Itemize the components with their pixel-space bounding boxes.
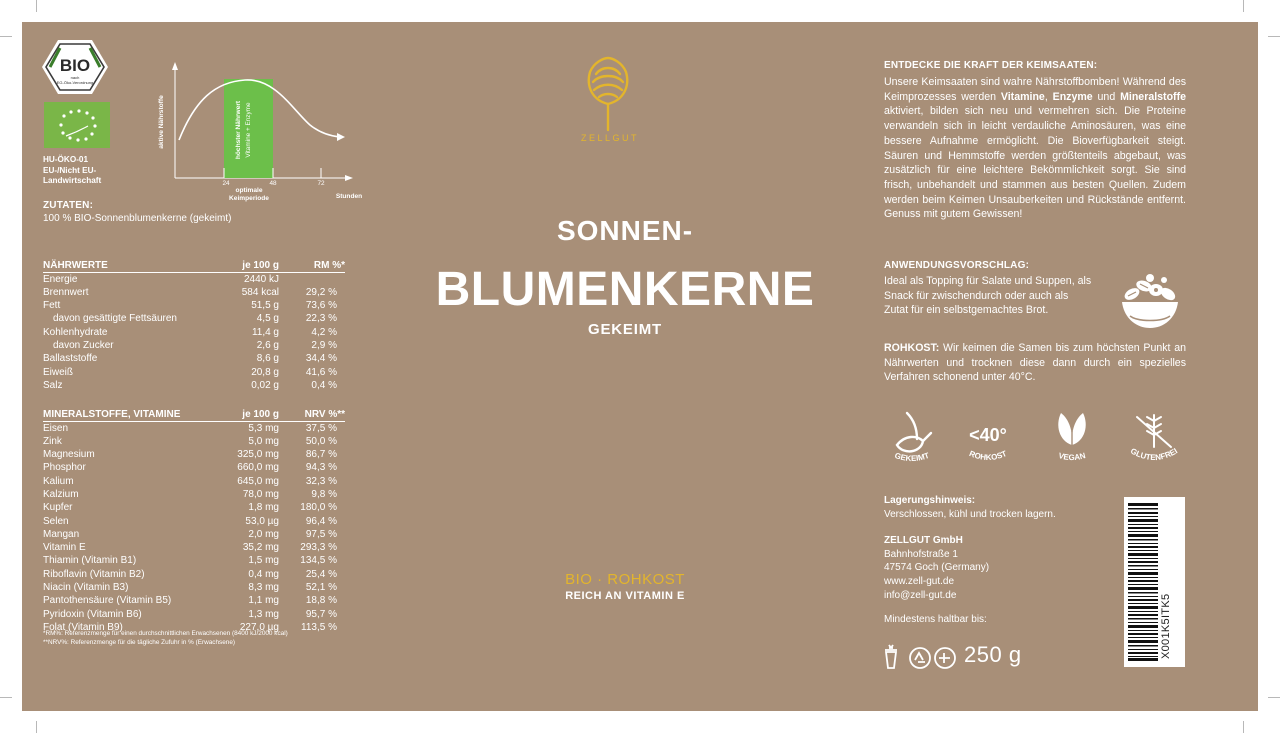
table-cell-name: Eiweiß (43, 366, 74, 378)
y-axis-label: aktive Nährstoffe (158, 95, 165, 149)
table-row (43, 501, 345, 514)
table-cell-name: Fett (43, 300, 61, 312)
table-cell-value: 584 kcal (241, 286, 279, 298)
table-row (43, 286, 345, 299)
table-header: NÄHRWERTE (43, 257, 193, 272)
table-cell-value: 5,3 mg (248, 422, 279, 434)
table-row (43, 326, 345, 339)
badge-label-gekeimt: GEKEIMT (893, 450, 931, 464)
table-cell-name: Folat (Vitamin B9) (43, 621, 123, 633)
table-row (43, 528, 345, 541)
best-before-label: Mindestens haltbar bis: (884, 614, 987, 625)
table-row (43, 475, 345, 488)
mineral-body (43, 421, 345, 634)
table-cell-value: 51,5 g (251, 300, 279, 312)
keyword-vitamine: Vitamine (1000, 90, 1045, 103)
footnotes (43, 629, 288, 647)
entdecke-text: und (1092, 90, 1121, 103)
crop-mark (1243, 0, 1244, 12)
tick-label: 48 (269, 180, 277, 187)
highlight-sublabel: Vitamine + Enzyme (245, 102, 252, 158)
table-cell-value: 1,1 mg (248, 595, 279, 607)
table-cell-value: 8,6 g (256, 353, 279, 365)
crop-mark (1268, 697, 1280, 698)
table-cell-name: Selen (43, 515, 69, 527)
table-cell-value: 8,3 mg (248, 582, 279, 594)
table-cell-pct: 18,8 % (305, 595, 337, 607)
table-row (43, 568, 345, 581)
product-title-line1: SONNEN- (556, 215, 694, 246)
table-cell-value: 2440 kJ (243, 273, 279, 285)
brand-name: ZELLGUT (580, 133, 639, 143)
table-row (43, 554, 345, 567)
company-address (884, 534, 989, 603)
barcode-number: X001K5ITK5 (1160, 593, 1172, 659)
crop-mark (1268, 36, 1280, 37)
table-cell-name: Ballaststoffe (43, 353, 98, 365)
table-cell-value: 53,0 µg (245, 515, 279, 527)
naehrwerte-body (43, 272, 345, 392)
table-cell-pct: 134,5 % (300, 555, 337, 567)
table-cell-pct: 113,5 % (301, 621, 337, 633)
rohkost-label: ROHKOST: (884, 342, 940, 354)
table-cell-name: Kalium (43, 475, 74, 487)
entdecke-text: , (1044, 90, 1048, 103)
sprout-badge-icon (877, 405, 947, 475)
cert-line: HU-ÖKO-01 (43, 155, 89, 164)
table-cell-name: Kalzium (43, 488, 79, 500)
eu-organic-leaf-icon (44, 102, 110, 152)
svg-text:BIO: BIO (59, 56, 91, 75)
table-cell-pct: 4,2 % (311, 326, 337, 338)
table-row (43, 339, 345, 352)
recycling-icons (883, 644, 959, 670)
email-link[interactable]: info@zell-gut.de (884, 589, 957, 601)
table-cell-name: Phosphor (43, 462, 86, 474)
table-cell-name: Pyridoxin (Vitamin B6) (43, 608, 142, 620)
table-header: NRV %** (279, 406, 345, 421)
gluten-free-icon (1119, 405, 1189, 475)
table-row (43, 299, 345, 312)
table-cell-value: 645,0 mg (237, 475, 279, 487)
vitamin-claim: REICH AN VITAMIN E (565, 590, 685, 602)
zutaten-title: ZUTATEN: (43, 200, 94, 211)
table-cell-pct (279, 272, 345, 286)
svg-text:ROHKOST (968, 449, 1008, 462)
mineral-table (43, 406, 345, 634)
period-label: Keimperiode (229, 195, 269, 202)
cert-line: Landwirtschaft (43, 176, 102, 185)
table-row (43, 448, 345, 461)
crop-mark (0, 36, 12, 37)
table-cell-pct: 293,3 % (300, 542, 337, 554)
table-cell-name: Energie (43, 273, 78, 285)
table-cell-pct: 94,3 % (305, 462, 337, 474)
table-row (43, 608, 345, 621)
footnote: **NRV%: Referenzmenge für die tägliche Zufuhr in % (Erwachsene) (43, 639, 236, 646)
table-cell-value: 2,0 mg (248, 528, 279, 540)
table-cell-pct: 0,4 % (311, 379, 337, 391)
table-row (43, 488, 345, 501)
svg-text:EG-Öko-Verordnung: EG-Öko-Verordnung (56, 80, 94, 85)
table-cell-name: davon gesättigte Fettsäuren (53, 313, 177, 325)
table-cell-value: 5,0 mg (248, 435, 279, 447)
table-header-row (43, 257, 345, 272)
anwendung-text: Ideal als Topping für Salate und Suppen, als Snack für zwischendurch oder auch als Zutat für ein selbstgemachtes Brot. (884, 275, 1092, 317)
zutaten-text: 100 % BIO-Sonnenblumenkerne (gekeimt) (43, 213, 232, 224)
entdecke-body (884, 75, 1186, 222)
table-cell-name: Magnesium (43, 449, 95, 461)
table-cell-value: 660,0 mg (237, 462, 279, 474)
crop-mark (0, 697, 12, 698)
table-cell-name: Kupfer (43, 502, 73, 514)
table-cell-pct: 37,5 % (305, 422, 337, 434)
table-cell-name: Salz (43, 379, 63, 391)
table-cell-pct: 32,3 % (305, 475, 337, 487)
entdecke-title: ENTDECKE DIE KRAFT DER KEIMSAATEN: (884, 60, 1098, 71)
zellgut-leaf-icon (582, 56, 634, 134)
table-header: je 100 g (193, 406, 279, 421)
address-street: Bahnhofstraße 1 (884, 548, 958, 560)
table-cell-value: 227,0 µg (239, 621, 279, 633)
table-cell-pct: 52,1 % (305, 582, 337, 594)
entdecke-text: Unsere Keimsaaten sind wahre Nährstoffbomben! (884, 76, 1120, 88)
table-row (43, 379, 345, 392)
table-header: MINERALSTOFFE, VITAMINE (43, 406, 193, 421)
table-cell-pct: 22,3 % (305, 313, 337, 325)
table-cell-value: 1,3 mg (248, 608, 279, 620)
table-row (43, 435, 345, 448)
naehrwerte-table (43, 257, 345, 392)
storage-title: Lagerungshinweis: (884, 495, 976, 506)
x-axis-label: Stunden (335, 193, 363, 200)
badge-label-rohkost: ROHKOST (967, 449, 1009, 463)
crop-mark (36, 0, 37, 12)
bio-seal-icon (40, 38, 110, 96)
table-cell-value: 11,4 g (251, 326, 279, 338)
footnote: *RM%: Referenzmenge für einen durchschnittlichen Erwachsenen (8400 kJ/2000 kcal) (43, 630, 288, 637)
table-header: je 100 g (193, 257, 279, 272)
table-row (43, 594, 345, 607)
net-weight: 250 g (964, 642, 1022, 667)
keyword-enzyme: Enzyme (1052, 90, 1093, 103)
svg-text:GEKEIMT (894, 451, 931, 463)
barcode-icon (1128, 503, 1158, 661)
table-cell-pct: 9,8 % (311, 488, 337, 500)
table-cell-value: 325,0 mg (237, 449, 279, 461)
product-title-line2: BLUMENKERNE (435, 263, 815, 316)
table-cell-value: 35,2 mg (242, 542, 279, 554)
entdecke-text: aktiviert, bilden sich neu und vermehren sich. Die Proteine verwandeln sich in leicht verdauliche Aminosäuren, was eine bessere Aufnahme ermöglicht. Die Bioverfügbarkeit steigt. Säuren und Hemmstoffe werden größtenteils abgebaut, was zusätzlich für eine leichtere Bekömmlichkeit sorgt. Sie sind frisch, unbehandelt und stammen aus besten Quellen. Zudem werden beim Keimen Unsauberkeiten und Rückstände entfernt. Genuss mit gutem Gewissen! (884, 105, 1186, 221)
table-cell-name: Riboflavin (Vitamin B2) (43, 568, 145, 580)
table-cell-name: Eisen (43, 422, 69, 434)
cert-line: EU-/Nicht EU- (43, 165, 97, 175)
rohkost-body: Wir keimen die Samen bis zum höchsten Punkt an Nährwerten und trocknen diese dann durch ein spezielles Verfahren schonend unter 40°C. (884, 342, 1186, 384)
table-cell-name: Niacin (Vitamin B3) (43, 582, 129, 594)
table-row (43, 352, 345, 365)
svg-text:GLUTENFREI (1129, 446, 1179, 462)
highlight-label: höchster Nährwert (235, 100, 242, 160)
table-cell-value: 0,4 mg (248, 568, 279, 580)
table-cell-pct: 95,7 % (305, 608, 337, 620)
company-name: ZELLGUT GmbH (884, 535, 963, 546)
table-cell-pct: 29,2 % (305, 286, 337, 298)
table-cell-name: Kohlenhydrate (43, 326, 108, 338)
entdecke-text: Während des Keimprozesses werden (884, 76, 1187, 103)
table-row (43, 366, 345, 379)
table-row (43, 461, 345, 474)
vegan-leaf-icon (1037, 405, 1107, 475)
nutrient-graph (135, 40, 363, 202)
svg-text:nach: nach (70, 75, 80, 80)
crop-mark (1243, 721, 1244, 733)
badge-label-vegan: VEGAN (1057, 451, 1087, 463)
table-cell-name: Pantothensäure (Vitamin B5) (43, 595, 172, 607)
crop-mark (36, 721, 37, 733)
table-row (43, 581, 345, 594)
table-cell-name: Vitamin E (43, 542, 86, 554)
svg-text:VEGAN (1057, 451, 1086, 462)
temperature-value: <40° (969, 425, 1007, 445)
table-cell-value: 78,0 mg (242, 488, 279, 500)
recycle-icon (910, 648, 930, 668)
table-cell-name: davon Zucker (53, 339, 114, 351)
x-axis-arrow-icon (345, 175, 353, 181)
anwendung-title: ANWENDUNGSVORSCHLAG: (884, 260, 1030, 271)
table-cell-value: 20,8 g (251, 366, 279, 378)
table-cell-pct: 96,4 % (305, 515, 337, 527)
tick-label: 72 (317, 180, 325, 187)
table-cell-pct: 73,6 % (305, 300, 337, 312)
table-row (43, 272, 345, 286)
table-cell-name: Thiamin (Vitamin B1) (43, 555, 137, 567)
temperature-badge (953, 405, 1023, 475)
bio-rohkost-line: BIO · ROHKOST (565, 571, 685, 588)
table-cell-pct: 2,9 % (311, 339, 337, 351)
salad-bowl-icon (1116, 270, 1184, 332)
period-label: optimale (235, 187, 263, 194)
tick-label: 24 (222, 180, 230, 187)
keyword-mineralstoffe: Mineralstoffe (1120, 90, 1186, 103)
trash-bin-icon (886, 652, 896, 668)
table-cell-name: Brennwert (43, 286, 89, 298)
barcode-label (1124, 497, 1185, 667)
table-header: RM %* (279, 257, 345, 272)
table-cell-value: 0,02 g (251, 379, 279, 391)
table-cell-value: 1,5 mg (248, 555, 279, 567)
table-cell-value: 2,6 g (256, 339, 279, 351)
table-cell-name: Mangan (43, 528, 80, 540)
table-cell-pct: 180,0 % (300, 502, 337, 514)
table-header-row (43, 406, 345, 421)
table-cell-value: 1,8 mg (248, 502, 279, 514)
table-row (43, 541, 345, 554)
website-link[interactable]: www.zell-gut.de (884, 576, 955, 588)
table-row (43, 515, 345, 528)
table-cell-pct: 97,5 % (305, 528, 337, 540)
address-city: 47574 Goch (Germany) (884, 562, 990, 574)
table-row (43, 421, 345, 435)
table-cell-name: Zink (43, 435, 62, 447)
table-cell-value: 4,5 g (256, 313, 279, 325)
storage-text: Verschlossen, kühl und trocken lagern. (884, 509, 1056, 520)
table-row (43, 312, 345, 325)
table-cell-pct: 86,7 % (305, 449, 337, 461)
badge-label-glutenfrei: GLUTENFREI (1128, 446, 1180, 463)
y-axis-arrow-icon (172, 62, 178, 70)
table-cell-pct: 41,6 % (305, 366, 337, 378)
table-cell-pct: 50,0 % (305, 435, 337, 447)
product-subtitle: GEKEIMT (588, 321, 662, 338)
table-cell-pct: 34,4 % (305, 353, 337, 365)
rohkost-text (884, 341, 1186, 385)
table-cell-pct: 25,4 % (305, 568, 337, 580)
